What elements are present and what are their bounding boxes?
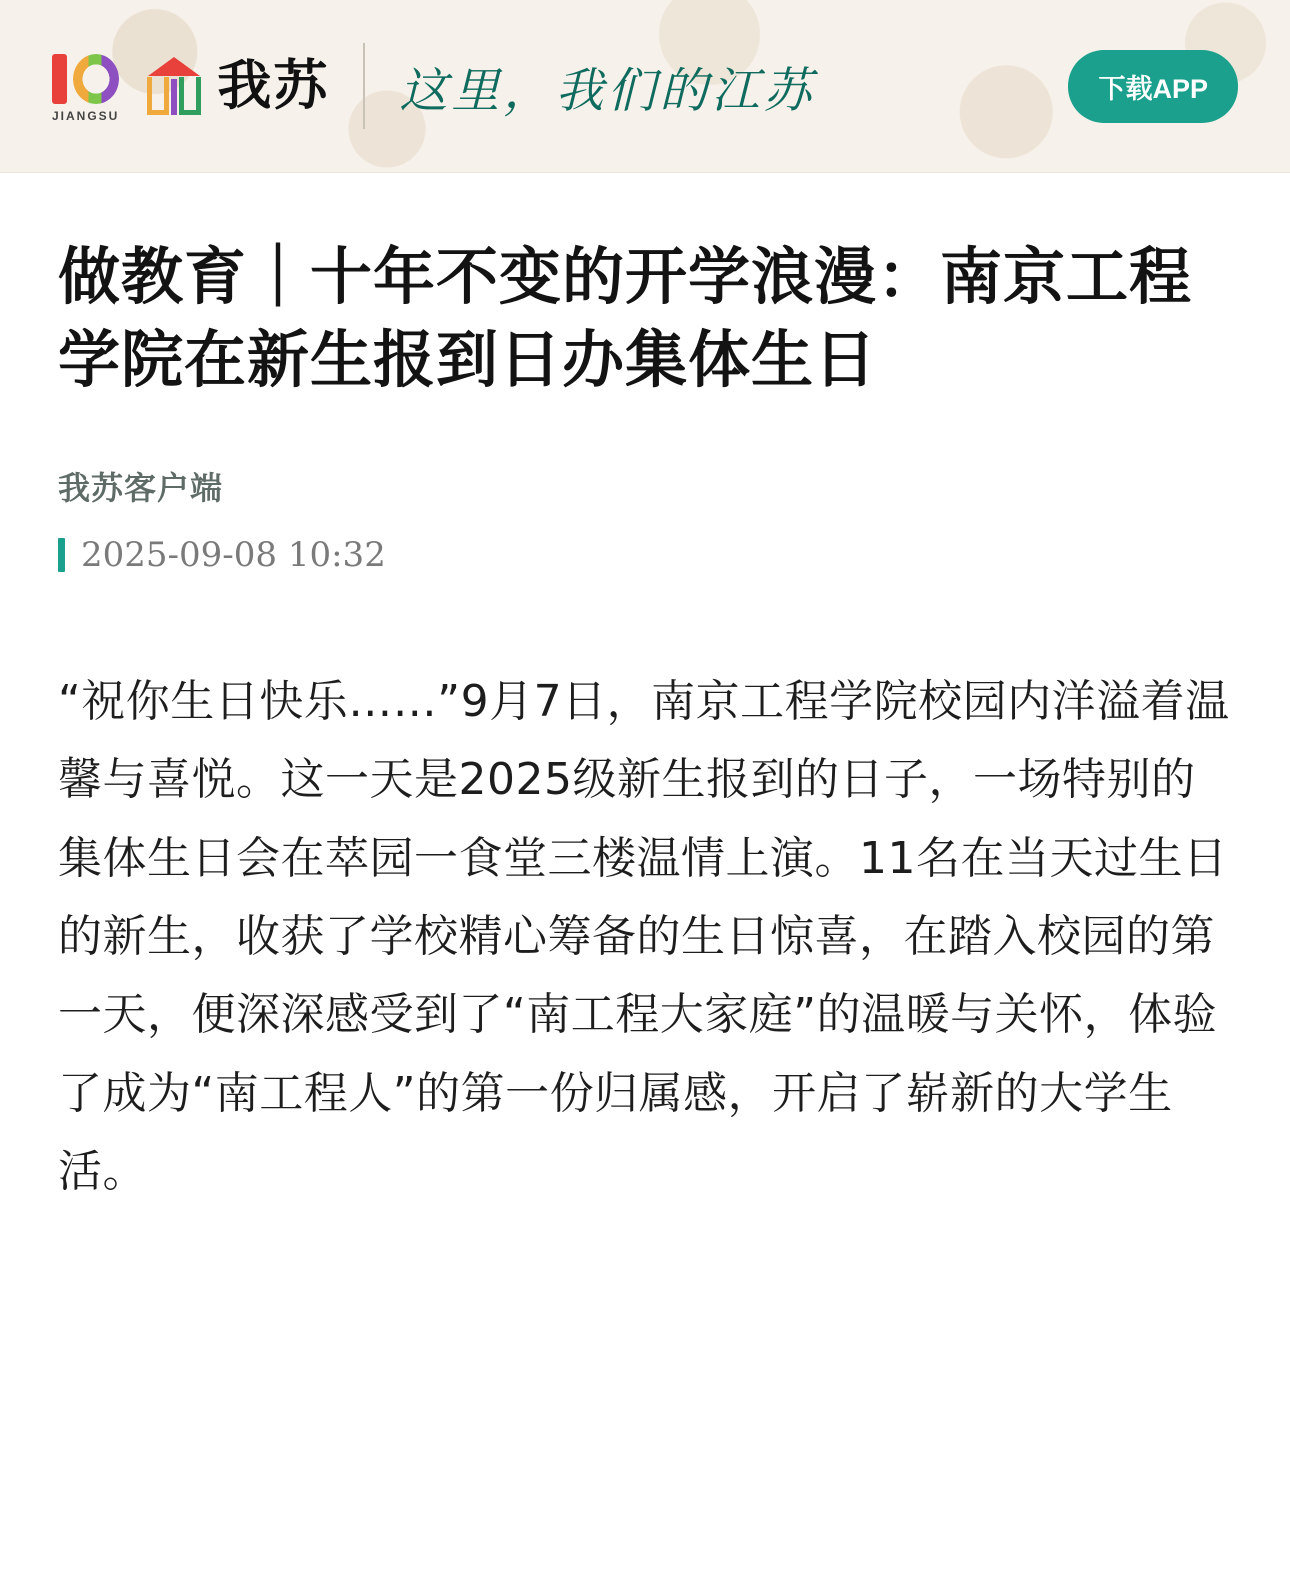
left-pillar-icon [147, 77, 169, 115]
article-container [0, 173, 1290, 1211]
page-title: 做教育｜十年不变的开学浪漫：南京工程学院在新生报到日办集体生日 [58, 240, 1193, 397]
letter-i-icon [52, 54, 67, 104]
article-timestamp: 2025-09-08 10:32 [81, 535, 386, 576]
article-body-paragraph: “祝你生日快乐……”9月7日，南京工程学院校园内洋溢着温馨与喜悦。这一天是2025级新生报到的日子，一场特别的集体生日会在萃园一食堂三楼温情上演。11名在当天过生日的新生，收获了学校精心筹备的生日惊喜，在踏入校园的第一天，便深深感受到了“南工程大家庭”的温暖与关怀，体验了成为“南工程人”的第一份归属感，开启了崭新的大学生活。 [58, 676, 1230, 1198]
header-slogan: 这里，我们的江苏 [399, 62, 816, 119]
roof-shape-icon [148, 57, 200, 76]
jiangsu-in-logo[interactable] [52, 50, 119, 123]
jiangsu-wordmark: JIANGSU [52, 108, 120, 123]
download-app-button[interactable]: 下载APP [1068, 50, 1238, 123]
header-content [0, 0, 1290, 172]
house-pictograph-icon [141, 55, 207, 117]
center-pillar-icon [171, 79, 177, 115]
site-header [0, 0, 1290, 173]
article-source: 我苏客户端 [58, 470, 224, 507]
in-logo-marks [52, 50, 119, 104]
letter-n-arc-icon [73, 54, 119, 104]
right-pillar-icon [179, 77, 201, 115]
article-timestamp-row [58, 535, 1232, 575]
wosu-logo[interactable] [141, 55, 329, 117]
accent-bar-icon [58, 538, 65, 572]
wosu-wordmark-text: 我苏 [217, 54, 330, 117]
header-divider [363, 43, 365, 129]
